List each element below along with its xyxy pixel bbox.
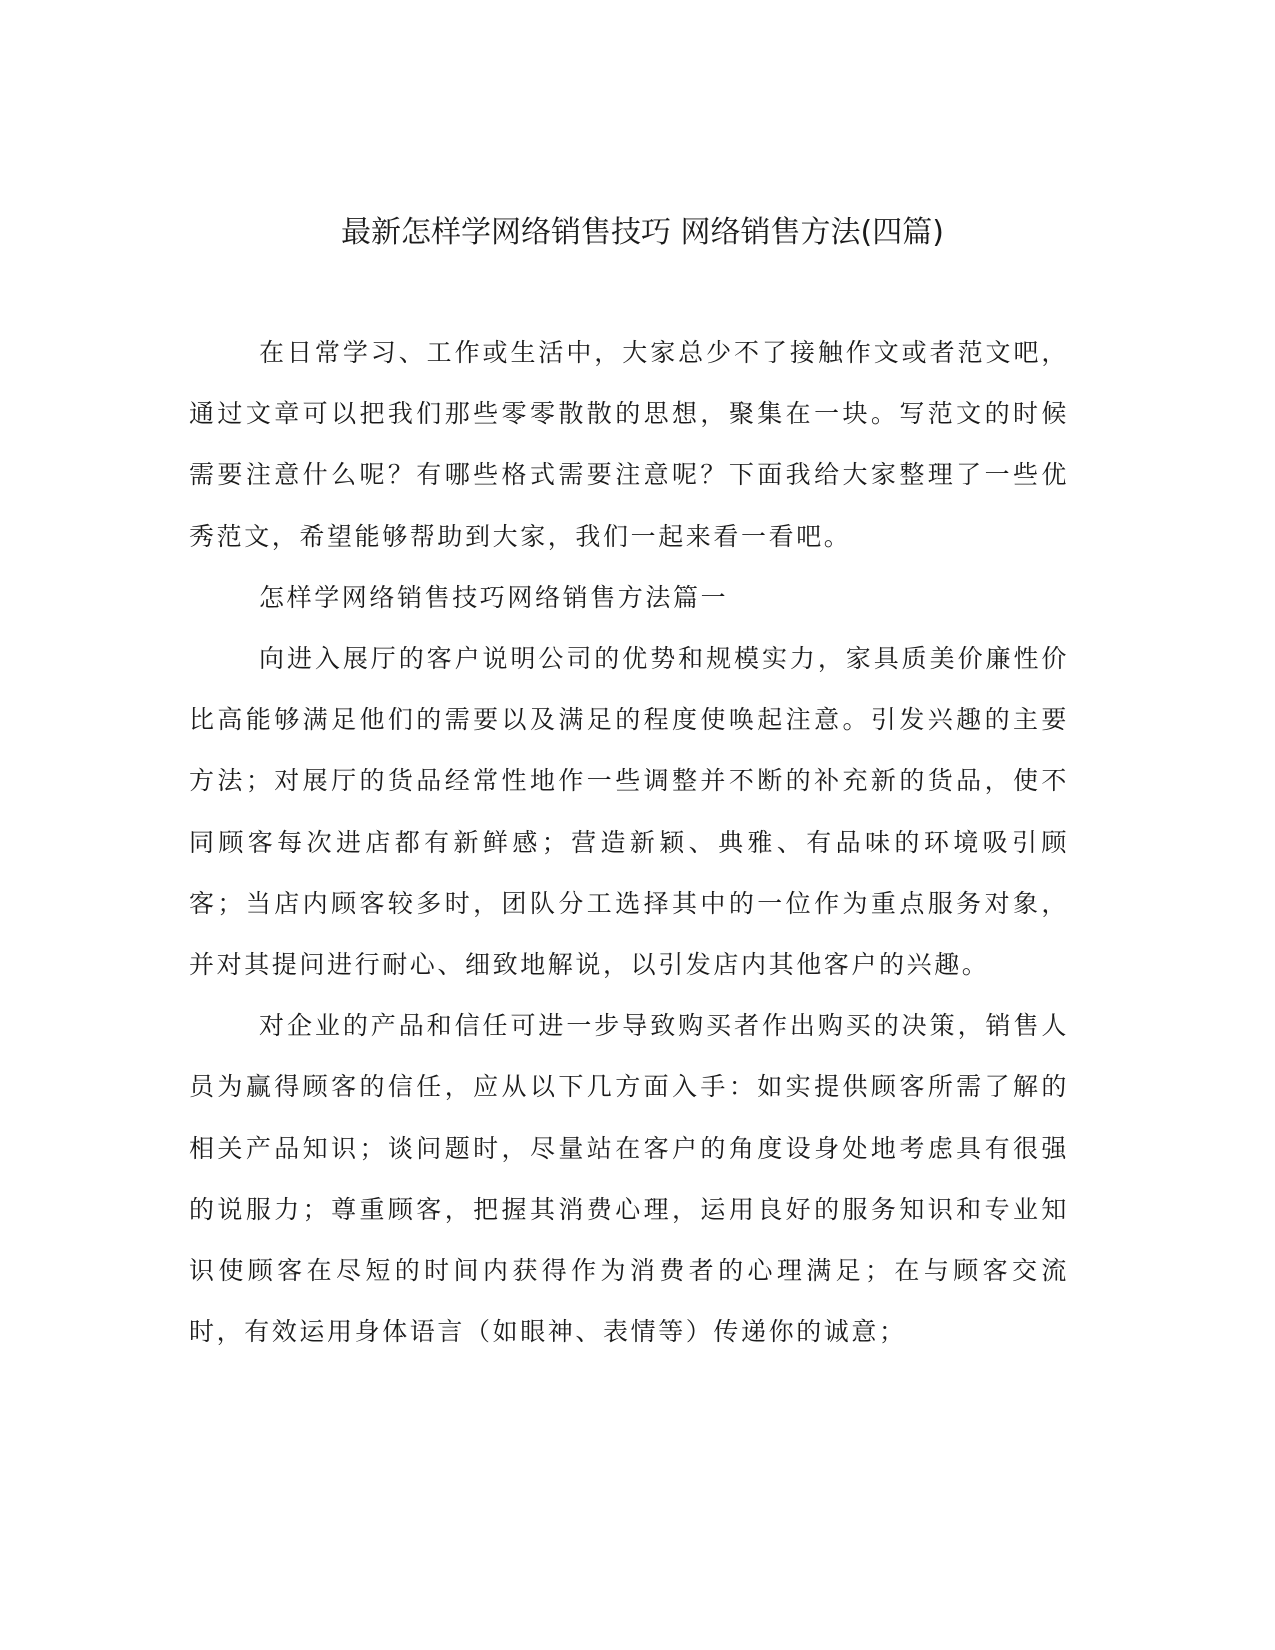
paragraph-intro: 在日常学习、工作或生活中，大家总少不了接触作文或者范文吧，通过文章可以把我们那些零零散散的思想，聚集在一块。写范文的时候需要注意什么呢？有哪些格式需要注意呢？下面我给大家整理了一些优秀范文，希望能够帮助到大家，我们一起来看一看吧。 — [189, 338, 1069, 551]
paragraph-build-trust: 对企业的产品和信任可进一步导致购买者作出购买的决策，销售人员为赢得顾客的信任，应从以下几方面入手：如实提供顾客所需了解的相关产品知识；谈问题时，尽量站在客户的角度设身处地考虑具有很强的说服力；尊重顾客，把握其消费心理，运用良好的服务知识和专业知识使顾客在尽短的时间内获得作为消费者的心理满足；在与顾客交流时，有效运用身体语言（如眼神、表情等）传递你的诚意； — [189, 1011, 1069, 1347]
document-title: 最新怎样学网络销售技巧 网络销售方法(四篇) — [341, 215, 944, 250]
document-body — [189, 322, 1069, 1362]
section-heading-part-one: 怎样学网络销售技巧网络销售方法篇一 — [259, 582, 729, 612]
paragraph-attract-interest: 向进入展厅的客户说明公司的优势和规模实力，家具质美价廉性价比高能够满足他们的需要以及满足的程度使唤起注意。引发兴趣的主要方法；对展厅的货品经常性地作一些调整并不断的补充新的货品，使不同顾客每次进店都有新鲜感；营造新颖、典雅、有品味的环境吸引顾客；当店内顾客较多时，团队分工选择其中的一位作为重点服务对象，并对其提问进行耐心、细致地解说，以引发店内其他客户的兴趣。 — [189, 644, 1069, 980]
